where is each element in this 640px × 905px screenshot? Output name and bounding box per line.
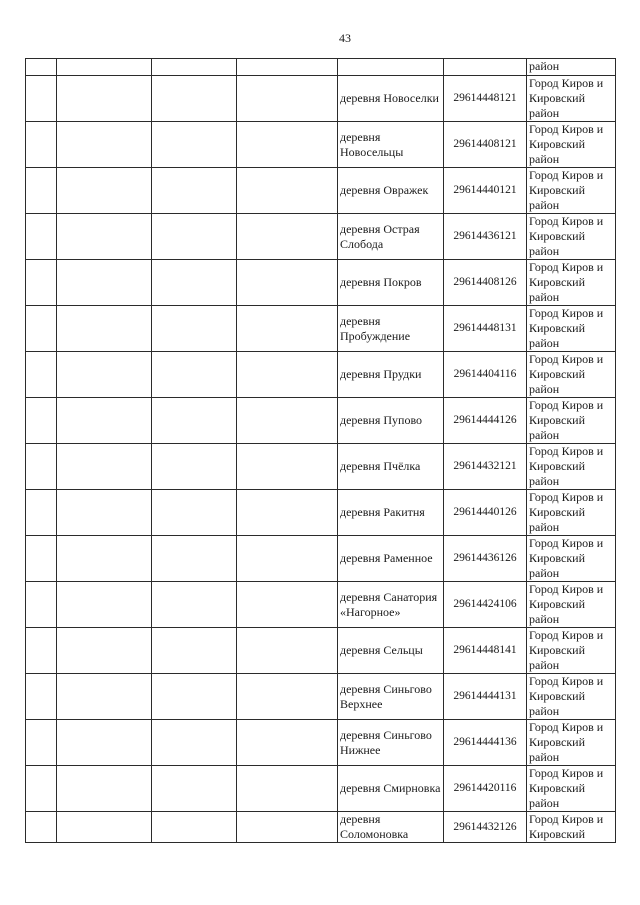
settlement-name-cell: деревня Санатория «Нагорное» [338, 582, 444, 628]
settlement-name-cell: деревня Смирновка [338, 766, 444, 812]
oktmo-code-cell: 29614444131 [444, 674, 527, 720]
empty-cell [26, 168, 57, 214]
district-cell: Город Киров и Кировский район [527, 306, 616, 352]
settlement-table [25, 58, 616, 843]
district-cell: Город Киров и Кировский район [527, 582, 616, 628]
table-row-continued [26, 59, 616, 76]
oktmo-code-cell: 29614408121 [444, 122, 527, 168]
district-cell: Город Киров и Кировский район [527, 214, 616, 260]
district-cell: Город Киров и Кировский район [527, 352, 616, 398]
empty-cell [26, 628, 57, 674]
oktmo-code-cell: 29614408126 [444, 260, 527, 306]
oktmo-code-cell: 29614432121 [444, 444, 527, 490]
empty-cell [57, 214, 152, 260]
empty-cell [152, 122, 237, 168]
district-cell: Город Киров и Кировский район [527, 628, 616, 674]
empty-cell [237, 766, 338, 812]
empty-cell [57, 628, 152, 674]
settlement-name-cell: деревня Синьгово Нижнее [338, 720, 444, 766]
empty-cell [26, 536, 57, 582]
empty-cell [57, 536, 152, 582]
oktmo-code-cell: 29614420116 [444, 766, 527, 812]
empty-cell [26, 398, 57, 444]
empty-cell [237, 674, 338, 720]
table-row [26, 582, 616, 628]
table-row [26, 214, 616, 260]
empty-cell [152, 168, 237, 214]
empty-cell [57, 76, 152, 122]
settlement-name-cell: деревня Синьгово Верхнее [338, 674, 444, 720]
empty-cell [57, 582, 152, 628]
table-row [26, 812, 616, 843]
district-cell: Город Киров и Кировский район [527, 398, 616, 444]
empty-cell [338, 59, 444, 76]
settlement-name-cell: деревня Соломоновка [338, 812, 444, 843]
empty-cell [152, 352, 237, 398]
settlement-name-cell: деревня Овражек [338, 168, 444, 214]
empty-cell [237, 168, 338, 214]
empty-cell [57, 260, 152, 306]
district-cell: Город Киров и Кировский район [527, 122, 616, 168]
empty-cell [237, 398, 338, 444]
empty-cell [152, 444, 237, 490]
empty-cell [237, 582, 338, 628]
empty-cell [152, 76, 237, 122]
empty-cell [152, 260, 237, 306]
settlement-name-cell: деревня Пробуждение [338, 306, 444, 352]
empty-cell [237, 490, 338, 536]
district-cell: Город Киров и Кировский район [527, 674, 616, 720]
empty-cell [26, 59, 57, 76]
empty-cell [237, 306, 338, 352]
empty-cell [57, 306, 152, 352]
empty-cell [26, 812, 57, 843]
oktmo-code-cell: 29614448131 [444, 306, 527, 352]
oktmo-code-cell: 29614444126 [444, 398, 527, 444]
empty-cell [57, 122, 152, 168]
table-row [26, 536, 616, 582]
empty-cell [237, 444, 338, 490]
empty-cell [57, 352, 152, 398]
oktmo-code-cell: 29614448141 [444, 628, 527, 674]
empty-cell [57, 812, 152, 843]
oktmo-code-cell: 29614404116 [444, 352, 527, 398]
empty-cell [26, 490, 57, 536]
oktmo-code-cell: 29614436126 [444, 536, 527, 582]
table-row [26, 398, 616, 444]
empty-cell [152, 59, 237, 76]
settlement-name-cell: деревня Ракитня [338, 490, 444, 536]
settlement-name-cell: деревня Пчёлка [338, 444, 444, 490]
empty-cell [152, 720, 237, 766]
empty-cell [237, 59, 338, 76]
district-cell: Город Киров и Кировский район [527, 490, 616, 536]
empty-cell [444, 59, 527, 76]
empty-cell [26, 444, 57, 490]
oktmo-code-cell: 29614440121 [444, 168, 527, 214]
table-row [26, 306, 616, 352]
district-cell: район [527, 59, 616, 76]
settlement-name-cell: деревня Острая Слобода [338, 214, 444, 260]
empty-cell [26, 582, 57, 628]
empty-cell [57, 766, 152, 812]
settlement-name-cell: деревня Новоселки [338, 76, 444, 122]
table-row [26, 674, 616, 720]
empty-cell [152, 582, 237, 628]
empty-cell [26, 674, 57, 720]
oktmo-code-cell: 29614444136 [444, 720, 527, 766]
oktmo-code-cell: 29614436121 [444, 214, 527, 260]
settlement-name-cell: деревня Прудки [338, 352, 444, 398]
empty-cell [57, 444, 152, 490]
district-cell: Город Киров и Кировский район [527, 168, 616, 214]
district-cell: Город Киров и Кировский район [527, 720, 616, 766]
settlement-name-cell: деревня Пупово [338, 398, 444, 444]
table-row [26, 720, 616, 766]
empty-cell [26, 122, 57, 168]
empty-cell [26, 306, 57, 352]
table-row [26, 260, 616, 306]
empty-cell [152, 812, 237, 843]
empty-cell [57, 59, 152, 76]
empty-cell [237, 720, 338, 766]
empty-cell [152, 214, 237, 260]
table-row [26, 76, 616, 122]
settlement-name-cell: деревня Раменное [338, 536, 444, 582]
empty-cell [237, 352, 338, 398]
table-row [26, 766, 616, 812]
empty-cell [57, 674, 152, 720]
oktmo-code-cell: 29614440126 [444, 490, 527, 536]
empty-cell [57, 398, 152, 444]
empty-cell [152, 674, 237, 720]
empty-cell [152, 766, 237, 812]
empty-cell [237, 122, 338, 168]
empty-cell [237, 536, 338, 582]
empty-cell [237, 76, 338, 122]
empty-cell [26, 720, 57, 766]
settlement-name-cell: деревня Сельцы [338, 628, 444, 674]
empty-cell [26, 766, 57, 812]
empty-cell [26, 352, 57, 398]
table-row [26, 168, 616, 214]
empty-cell [152, 628, 237, 674]
table-row [26, 628, 616, 674]
empty-cell [237, 260, 338, 306]
empty-cell [152, 398, 237, 444]
table-row [26, 352, 616, 398]
oktmo-code-cell: 29614448121 [444, 76, 527, 122]
oktmo-code-cell: 29614432126 [444, 812, 527, 843]
district-cell: Город Киров и Кировский [527, 812, 616, 843]
district-cell: Город Киров и Кировский район [527, 76, 616, 122]
empty-cell [152, 306, 237, 352]
empty-cell [57, 168, 152, 214]
district-cell: Город Киров и Кировский район [527, 444, 616, 490]
settlement-name-cell: деревня Новосельцы [338, 122, 444, 168]
empty-cell [57, 720, 152, 766]
empty-cell [26, 214, 57, 260]
table-row [26, 122, 616, 168]
district-cell: Город Киров и Кировский район [527, 260, 616, 306]
empty-cell [237, 812, 338, 843]
page-number: 43 [339, 31, 351, 45]
settlement-table-body [26, 59, 616, 843]
settlement-name-cell: деревня Покров [338, 260, 444, 306]
empty-cell [26, 260, 57, 306]
empty-cell [152, 536, 237, 582]
oktmo-code-cell: 29614424106 [444, 582, 527, 628]
table-row [26, 444, 616, 490]
empty-cell [237, 214, 338, 260]
district-cell: Город Киров и Кировский район [527, 536, 616, 582]
district-cell: Город Киров и Кировский район [527, 766, 616, 812]
empty-cell [57, 490, 152, 536]
empty-cell [237, 628, 338, 674]
table-row [26, 490, 616, 536]
empty-cell [26, 76, 57, 122]
empty-cell [152, 490, 237, 536]
